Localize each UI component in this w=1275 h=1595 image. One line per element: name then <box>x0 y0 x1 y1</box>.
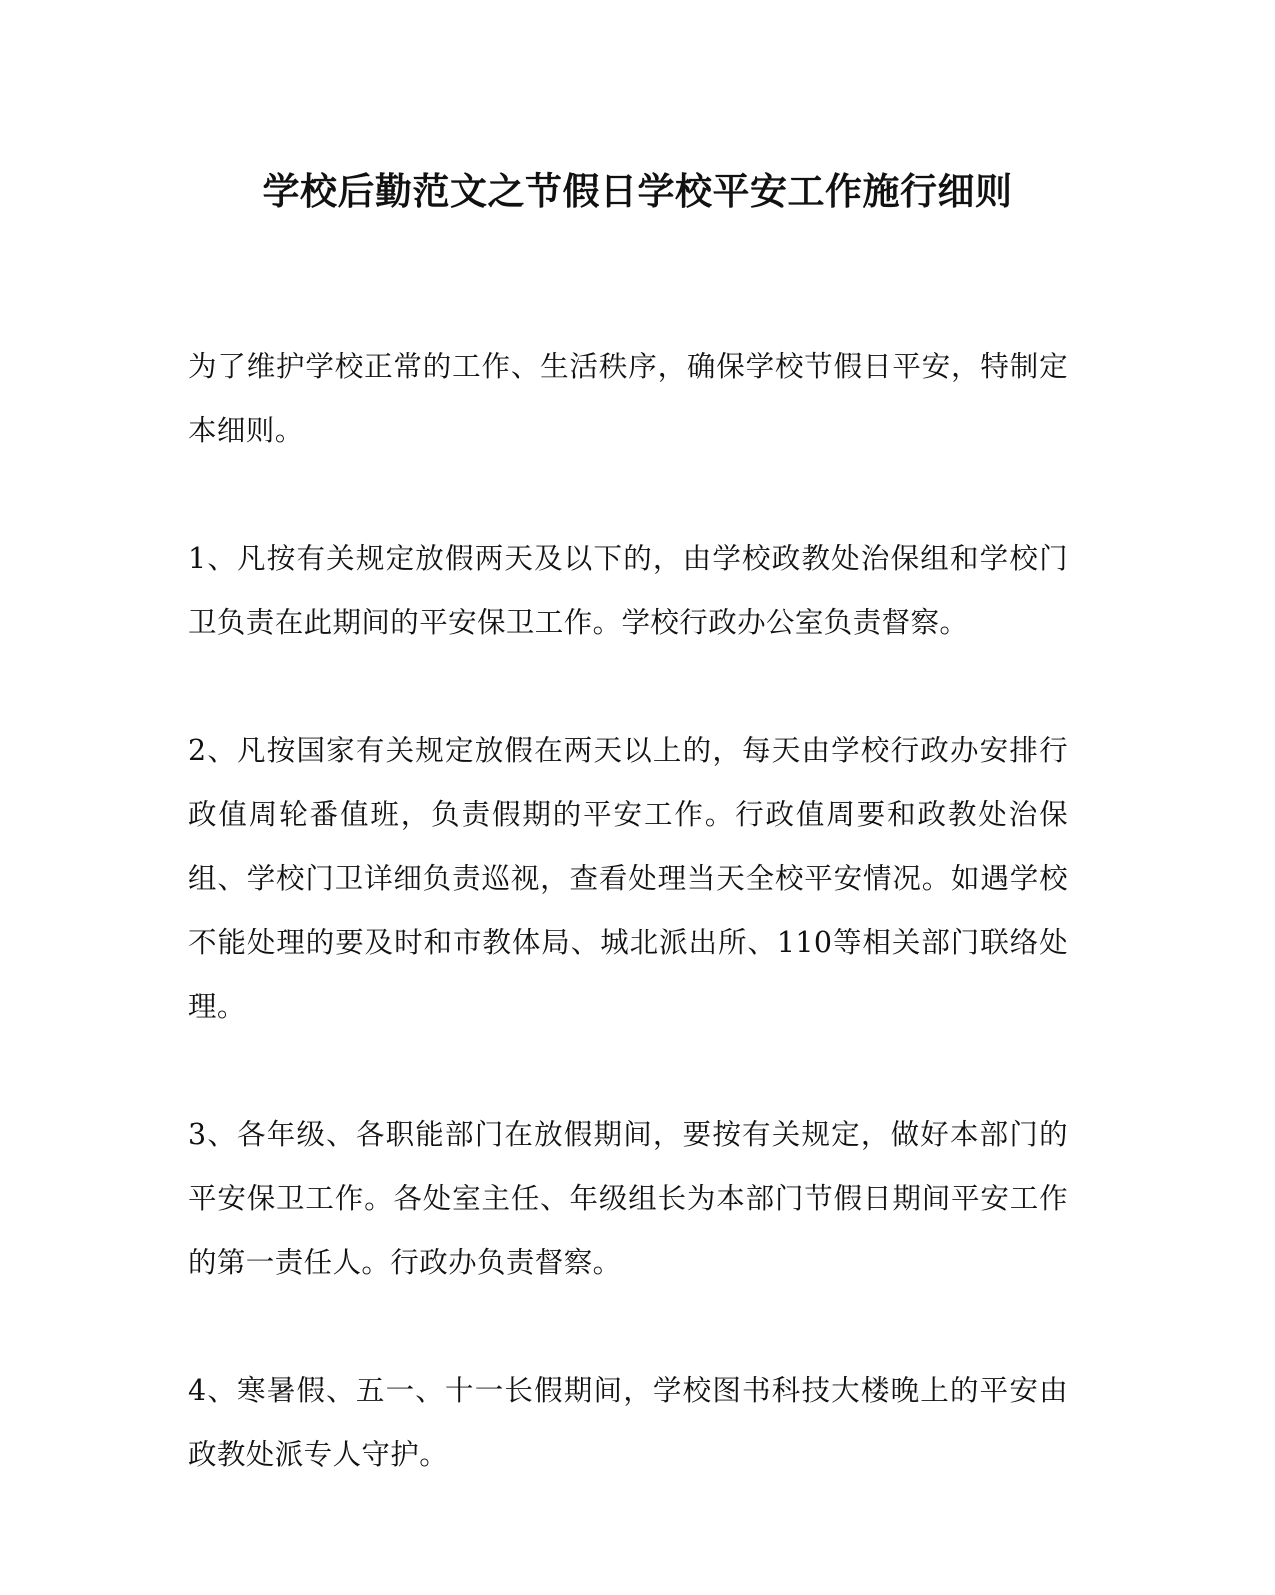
document-title: 学校后勤范文之节假日学校平安工作施行细则 <box>262 170 1013 213</box>
paragraph-item-3: 3、各年级、各职能部门在放假期间，要按有关规定，做好本部门的平安保卫工作。各处室主任、年级组长为本部门节假日期间平安工作的第一责任人。行政办负责督察。 <box>188 1118 1068 1279</box>
paragraph-item-4: 4、寒暑假、五一、十一长假期间，学校图书科技大楼晚上的平安由政教处派专人守护。 <box>188 1374 1068 1471</box>
paragraph-item-2: 2、凡按国家有关规定放假在两天以上的，每天由学校行政办安排行政值周轮番值班，负责假期的平安工作。行政值周要和政教处治保组、学校门卫详细负责巡视，查看处理当天全校平安情况。如遇学校不能处理的要及时和市教体局、城北派出所、110等相关部门联络处理。 <box>188 734 1068 1023</box>
paragraph-item-1: 1、凡按有关规定放假两天及以下的，由学校政教处治保组和学校门卫负责在此期间的平安保卫工作。学校行政办公室负责督察。 <box>188 542 1068 639</box>
document-body <box>188 335 1068 1551</box>
intro-paragraph: 为了维护学校正常的工作、生活秩序，确保学校节假日平安，特制定本细则。 <box>188 350 1068 447</box>
